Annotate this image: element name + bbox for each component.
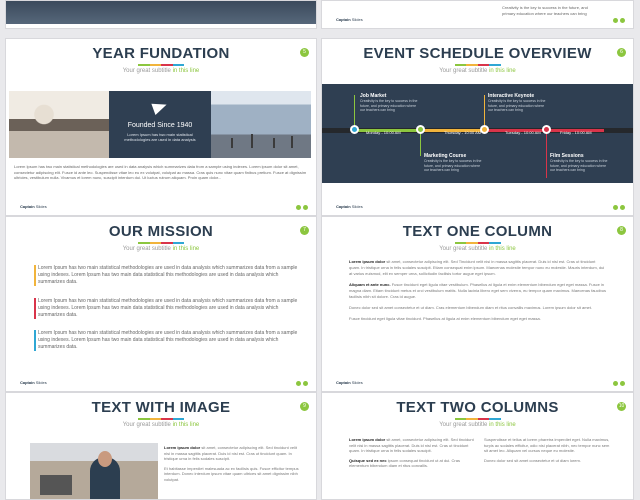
next-icon[interactable] (620, 18, 625, 23)
slide-number-badge: 10 (618, 403, 625, 409)
slide-title: OUR MISSION (108, 223, 214, 240)
title-colorbar (138, 242, 184, 244)
prev-icon[interactable] (613, 381, 618, 386)
footer-logo: Captain Slides (336, 380, 363, 385)
slide-subtitle: Your great subtitle in this line (122, 68, 200, 74)
paper-plane-icon (151, 99, 168, 115)
footer-logo: Captain Slides (336, 17, 363, 22)
event-job-market: Job Market Creativity is the key to success in the future, and primary education where our teachers can bring (360, 93, 418, 112)
slide-title: YEAR FUNDATION (92, 45, 230, 62)
slide-subtitle: Your great subtitle in this line (122, 422, 200, 428)
slide-subtitle: Your great subtitle in this line (122, 246, 200, 252)
slide-event-schedule[interactable] (321, 38, 634, 216)
top-image (6, 1, 316, 24)
city-photo (211, 91, 311, 158)
timeline-node[interactable] (542, 125, 551, 134)
text-column-left: Lorem ipsum dolor sit amet, consectetur adipiscing elit. Sed tincidunt velit nisi in massa sagittis placerat. Duis id nisl est. Cras ut tincidunt quam. In tristique urna in felis sodales suscipit. Quisque sed ex nec ipsum consequat tincidunt ut at dui. Cras elementum bibendum diam et ritus convallis. (349, 437, 474, 468)
mission-paragraph: Lorem Ipsum has two main statistical methodologies are used in data analysis which summarizes data from a sample using indexes. Lorem Ipsum has two main data statistical this methodologies are used in data analysis which summarizes data. (38, 265, 298, 286)
office-photo (9, 91, 109, 158)
footer-nav[interactable] (613, 205, 625, 210)
slide-title: EVENT SCHEDULE OVERVIEW (363, 45, 592, 62)
mission-paragraph: Lorem Ipsum has two main statistical methodologies are used in data analysis which summarizes data from a sample using indexes. Lorem Ipsum has two main data statistical this methodologies are used in data analysis which summarizes data. (38, 330, 298, 351)
prev-icon[interactable] (296, 381, 301, 386)
slide-title: TEXT WITH IMAGE (91, 399, 231, 416)
slide-text-with-image[interactable] (5, 392, 317, 500)
slide-year-fundation[interactable] (5, 38, 317, 216)
next-icon[interactable] (620, 205, 625, 210)
footer-nav[interactable] (613, 18, 625, 23)
slide-title: TEXT TWO COLUMNS (396, 399, 559, 416)
text-column-right: Suspendisse et tellus at lorem pharetra imperdiet eget. Nulla maximus, turpis ac sodales efficitur, odio nisi placerat nibh, nec tempor nunc sem sit amet leo. Aliquam vel cursus neque eu molestie. Donec dolor sed sit amet consectetur et ut diam lorem. (484, 437, 610, 463)
prev-icon[interactable] (613, 18, 618, 23)
footer-nav[interactable] (296, 205, 308, 210)
timeline-node[interactable] (416, 125, 425, 134)
slide-number-badge: 5 (300, 48, 309, 57)
timeline-day: Tuesday - 10:00 AM (505, 130, 541, 135)
slide-number-badge: 7 (300, 226, 309, 235)
event-connector (484, 95, 485, 125)
next-icon[interactable] (303, 205, 308, 210)
slide-number-badge: 9 (300, 402, 309, 411)
slide-top-right[interactable] (321, 0, 634, 29)
footer-logo: Captain Slides (20, 204, 47, 209)
slide-text-two-columns[interactable] (321, 392, 634, 500)
footer-logo: Captain Slides (336, 204, 363, 209)
title-colorbar (455, 242, 501, 244)
event-connector (354, 95, 355, 125)
timeline-day: Friday - 10:00 AM (560, 130, 592, 135)
timeline-node[interactable] (350, 125, 359, 134)
body-text: Lorem ipsum dolor sit amet, consectetur adipiscing elit. Sed tincidunt velit nisi in massa sagittis placerat. Duis id nisl est. Cras ut tincidunt quam. In tristique urna in felis sodales suscipit. Et habitasse imperdiet malesuada ac ex facilisis quis. Fusce efficitur tempus interdum. Donec interdum ipsum vitae quam ultrices sit amet dignissim nibh volutpat. (164, 445, 299, 482)
slide-text-one-column[interactable] (321, 216, 634, 392)
next-icon[interactable] (620, 381, 625, 386)
title-colorbar (455, 64, 501, 66)
footer-nav[interactable] (613, 381, 625, 386)
slide-our-mission[interactable] (5, 216, 317, 392)
next-icon[interactable] (303, 381, 308, 386)
footer-nav[interactable] (296, 381, 308, 386)
body-text: Lorem ipsum dolor sit amet, consectetur adipiscing elit. Sed Tincidunt velit nisi in massa sagittis placerat. Duis id nisl est. Cras ut tincidunt quam. In tristique urna in felis sodales suscipit. Etiam consequat enim ipsum. Maecenas molestie tempor nunc eu molestie. Mauris interdum, dui at varius euismod, elit ex semper urna, sollicitudin facilisis tortor augue eget ipsum. Aliquam et ante nunc. Fusce tincidunt eget ligula vitae vestibulum. Phasellus at ligula et enim elementum bibendum eget eget massa. Fusce in magna diam. Etiam tincidunt metus et orci vestibulum mattis. Nulla lacinia libero eget sem viverra, eu tempor quam maximus. Maecenas faucibus facilisis nibh sit dolore. Cras id augue. Donec dolor sed sit amet consectetur et ut diam. Cras elementum bibendum diam et ritus convallis maximus. Lorem ipsum dolor sit amet. Fusce tincidunt eget ligula vitae tincidunt. Phasellus at ligula at enim elementum bibendum eget eget massa. (349, 259, 606, 321)
footer-logo: Captain Slides (20, 380, 47, 385)
person-photo (30, 443, 158, 500)
event-connector (420, 134, 421, 156)
timeline-node[interactable] (480, 125, 489, 134)
event-film-sessions: Film Sessions Creativity is the key to success in the future, and primary education where our teachers can bring (550, 153, 608, 172)
title-colorbar (138, 418, 184, 420)
slide-subtitle: Your great subtitle in this line (439, 68, 516, 74)
slide-subtitle: Your great subtitle in this line (439, 422, 516, 428)
event-connector (546, 134, 547, 178)
title-colorbar (138, 64, 184, 66)
prev-icon[interactable] (613, 205, 618, 210)
top-right-text: Creativity is the key to success in the future, and primary education where our teachers can bring (502, 5, 588, 16)
mission-paragraph: Lorem Ipsum has two main statistical methodologies are used in data analysis which summarizes data from a sample using indexes. Lorem Ipsum has two main data statistical this methodologies are used in data analysis which summarizes data. (38, 298, 298, 319)
founded-description: Lorem Ipsum has two main statistical methodologies are used in data analysis (124, 132, 196, 142)
event-interactive-keynote: Interactive Keynote Creativity is the key to success in the future, and primary education where our teachers can bring (488, 93, 546, 112)
slide-number-badge: 8 (617, 226, 626, 235)
founded-heading: Founded Since 1940 (127, 122, 193, 129)
event-marketing-course: Marketing Course Creativity is the key to success in the future, and primary education where our teachers can bring (424, 153, 482, 172)
timeline-day: Thursday - 10:00 AM (444, 130, 482, 135)
body-text: Lorem Ipsum has two main statistical methodologies are used in data analysis which summarizes data from a sample using indexes. Lorem ipsum dolor sit amet, consectetur adipiscing elit. Fusce id ante leo. Suspendisse vitae leo eu ex volutpat, volutpat ac massa. Cras quis nunc vitae quam finibus pretium. Fusce at dignissim ultricies, vestibulum nulla. Vivamus et lorem nunc, suscipit interdum dui. Ut luctus rutrum aliquam. Proin quam dolor... (14, 164, 307, 180)
founded-panel (109, 91, 211, 158)
slide-top-left[interactable] (5, 0, 317, 29)
slide-title: TEXT ONE COLUMN (402, 223, 553, 240)
timeline-day: Monday - 10:00 AM (366, 130, 401, 135)
slide-number-badge: 6 (617, 48, 626, 57)
prev-icon[interactable] (296, 205, 301, 210)
slide-subtitle: Your great subtitle in this line (439, 246, 516, 252)
title-colorbar (455, 418, 501, 420)
